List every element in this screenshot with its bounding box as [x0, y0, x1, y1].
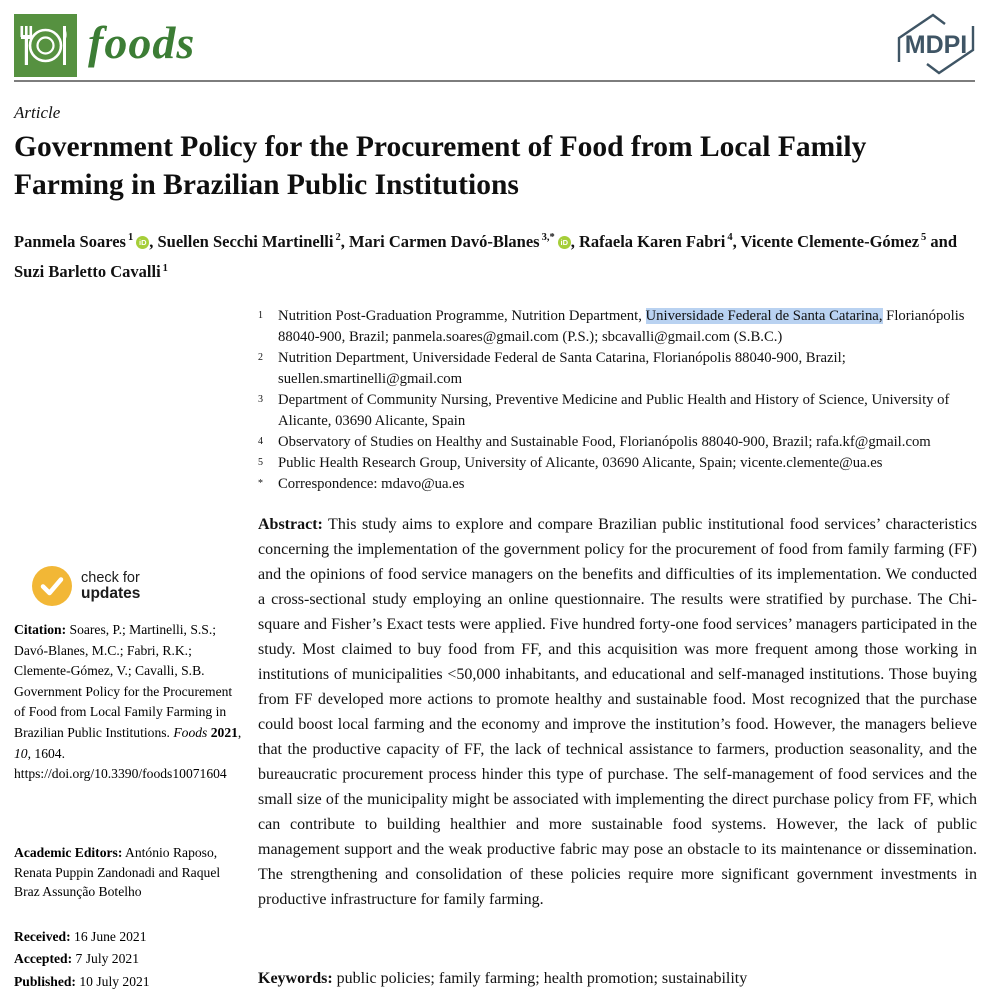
affiliation-text [278, 306, 978, 348]
author-separator: and [926, 231, 958, 251]
affiliation-number: 5 [258, 457, 263, 468]
header-divider [14, 80, 975, 82]
author [14, 232, 157, 251]
article-type-label: Article [14, 103, 61, 122]
author [579, 232, 741, 251]
keywords-label: Keywords: [258, 970, 333, 987]
author-name: Suellen Secchi Martinelli [157, 231, 334, 251]
received-date: 16 June 2021 [74, 929, 147, 944]
checkmark-icon [32, 566, 72, 606]
accepted-line [14, 948, 246, 970]
affiliation-number: 1 [258, 310, 263, 321]
accepted-date: 7 July 2021 [75, 951, 139, 967]
published-line [14, 971, 246, 993]
author-name: Mari Carmen Davó-Blanes [348, 231, 540, 251]
text-run: Nutrition Post-Graduation Programme, Nutrition Department, [278, 308, 646, 324]
author-name: Vicente Clemente-Gómez [740, 231, 920, 251]
author-name: Rafaela Karen Fabri [578, 231, 726, 251]
page-title: Government Policy for the Procurement of Food from Local Family Farming in Brazilian Public Institutions [14, 131, 867, 201]
citation-label: Citation: [14, 622, 67, 637]
author-separator: , [570, 231, 579, 251]
citation-text [14, 622, 241, 781]
affiliation-item [258, 474, 978, 495]
dates-block [14, 926, 246, 993]
check-for-updates-badge[interactable] [32, 566, 140, 606]
fork-plate-knife-icon [14, 14, 77, 77]
affiliation-item [258, 348, 978, 390]
author-affiliation-ref: 3,* [541, 232, 555, 243]
highlighted-text: Universidade Federal de Santa Catarina, [645, 308, 883, 324]
citation-run: 10 [14, 745, 28, 761]
author-separator: , [149, 231, 158, 251]
affiliation-list [258, 306, 978, 495]
academic-editors-block [14, 843, 246, 902]
published-label: Published: [14, 973, 76, 989]
author-line [14, 224, 962, 285]
affiliation-item [258, 453, 978, 474]
published-date: 10 July 2021 [79, 973, 150, 989]
author-affiliation-ref: 5 [921, 232, 927, 243]
orcid-icon[interactable]: iD [558, 236, 571, 249]
author-affiliation-ref: 1 [127, 232, 134, 243]
citation-run: , 1604. https://doi.org/10.3390/foods10071604 [14, 745, 227, 782]
text-run: Public Health Research Group, University of Alicante, 03690 Alicante, Spain; vicente.clemente@ua.es [278, 455, 883, 471]
check-for-updates-label [81, 570, 140, 602]
affiliation-number: 3 [258, 394, 263, 405]
citation-run: Soares, P.; Martinelli, S.S.; Davó-Blanes, M.C.; Fabri, R.K.; Clemente-Gómez, V.; Cavalli, S.B. Government Policy for the Procurement of Food from Local Family Farming in Brazilian Public Institutions. [14, 622, 233, 740]
author-affiliation-ref: 2 [335, 232, 341, 243]
citation-run: 2021 [210, 724, 238, 740]
mdpi-logo[interactable] [892, 10, 980, 78]
received-line [14, 926, 246, 948]
foods-journal-logo[interactable] [14, 14, 77, 77]
text-run: Nutrition Department, Universidade Federal de Santa Catarina, Florianópolis 88040-900, Brazil; suellen.smartinelli@gmail.com [278, 350, 846, 387]
editors-text: António Raposo, Renata Puppin Zandonadi and Raquel Braz Assunção Botelho [14, 845, 221, 899]
text-run: Florianópolis 88040-900, Brazil; panmela.soares@gmail.com (P.S.); sbcavalli@gmail.com (S.B.C.) [278, 308, 965, 345]
affiliation-text [278, 474, 978, 495]
orcid-icon[interactable]: iD [136, 236, 149, 249]
affiliation-text [278, 348, 978, 390]
abstract-paragraph [258, 512, 977, 912]
author-affiliation-ref: 1 [162, 262, 168, 274]
svg-text:MDPI: MDPI [904, 31, 968, 59]
author [14, 262, 168, 281]
author [741, 232, 958, 251]
abstract-label: Abstract: [258, 516, 323, 533]
badge-line2: updates [81, 585, 141, 602]
author [349, 232, 579, 251]
affiliation-number: 2 [258, 352, 263, 363]
accepted-label: Accepted: [14, 951, 73, 967]
citation-run: Foods [173, 724, 208, 740]
affiliation-number: 4 [258, 436, 263, 447]
affiliation-text [278, 390, 978, 432]
affiliation-text [278, 432, 978, 453]
affiliation-text [278, 453, 978, 474]
author-name: Panmela Soares [14, 231, 126, 251]
received-label: Received: [14, 929, 71, 944]
keywords-paragraph [258, 970, 977, 988]
text-run: Correspondence: mdavo@ua.es [278, 476, 465, 492]
affiliation-item [258, 306, 978, 348]
mdpi-hexagon-icon [892, 10, 980, 78]
text-run: Observatory of Studies on Healthy and Sustainable Food, Florianópolis 88040-900, Brazil; rafa.kf@gmail.com [278, 434, 931, 450]
author [157, 232, 348, 251]
citation-block [14, 620, 246, 785]
journal-name: foods [88, 17, 196, 68]
author-separator: , [732, 231, 741, 251]
abstract-text: This study aims to explore and compare Brazilian public institutional food services’ characteristics concerning the implementation of the government policy for the procurement of food from family farming (FF) and the opinions of food service managers on the benefits and difficulties of its implementation. We conducted a cross-sectional study employing an online questionnaire. The results were stratified by purchase. The Chi-square and Fisher’s Exact tests were applied. Five hundred forty-one food services’ managers participated in the study. Most claimed to buy food from FF, and this acquisition was more frequent among those working in institutions of municipalities <50,000 inhabitants, and educational and self-managed institutions. Those buying from FF developed more actions to promote healthy and sustainable food. Most recognized that the purchase could boost local farming and the economy and improve the institution’s food. However, the managers believe that the productive capacity of FF, the lack of technical assistance to farmers, production seasonality, and the bureaucratic procurement process hinder this type of purchase. The self-management of food services and the small size of the municipality might be associated with implementing the direct purchase policy from FF, which can contribute to building healthier and more sustainable food systems. However, the lack of public management support and the weak productive fabric may pose an obstacle to its maintenance or dissemination. The strengthening and consolidation of these policies require more significant government investments in productive infrastructure for family farming. [258, 516, 977, 908]
text-run: Department of Community Nursing, Preventive Medicine and Public Health and History of Science, University of Alicante, 03690 Alicante, Spain [278, 392, 950, 429]
affiliation-item [258, 390, 978, 432]
badge-line1: check for [81, 570, 140, 586]
editors-label: Academic Editors: [14, 845, 123, 860]
author-separator: , [340, 231, 349, 251]
author-name: Suzi Barletto Cavalli [14, 262, 161, 281]
author-affiliation-ref: 4 [727, 232, 733, 243]
affiliation-number: * [258, 478, 263, 489]
citation-run: , [237, 724, 242, 740]
affiliation-item [258, 432, 978, 453]
keywords-text: public policies; family farming; health promotion; sustainability [336, 970, 748, 987]
